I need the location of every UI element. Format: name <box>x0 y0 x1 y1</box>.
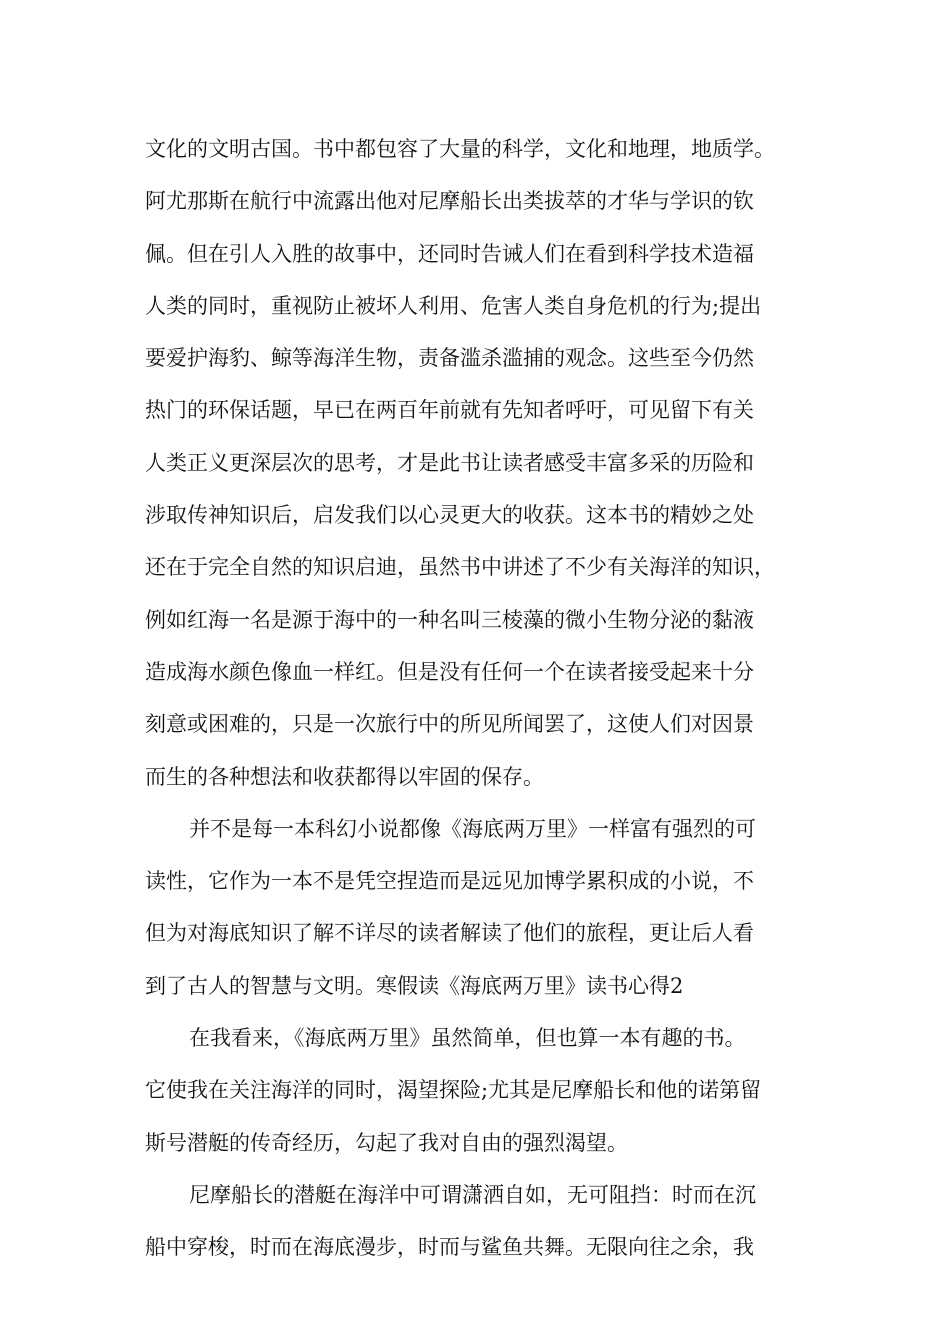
text-line: 到了古人的智慧与文明。寒假读《海底两万里》读书心得2 <box>145 973 684 998</box>
text-line: 阿尤那斯在航行中流露出他对尼摩船长出类拔萃的才华与学识的钦 <box>145 189 754 214</box>
text-line: 刻意或困难的，只是一次旅行中的所见所闻罢了，这使人们对因景 <box>145 712 754 737</box>
text-line: 但为对海底知识了解不详尽的读者解读了他们的旅程，更让后人看 <box>145 921 754 946</box>
text-line: 例如红海一名是源于海中的一种名叫三棱藻的微小生物分泌的黏液 <box>145 607 754 632</box>
text-line: 佩。但在引人入胜的故事中，还同时告诫人们在看到科学技术造福 <box>145 241 754 266</box>
text-line: 在我看来，《海底两万里》虽然简单，但也算一本有趣的书。 <box>189 1026 746 1051</box>
body-text <box>145 128 835 1279</box>
text-line: 船中穿梭，时而在海底漫步，时而与鲨鱼共舞。无限向往之余，我 <box>145 1235 754 1260</box>
text-line: 斯号潜艇的传奇经历，勾起了我对自由的强烈渴望。 <box>145 1130 628 1155</box>
text-line: 要爱护海豹、鲸等海洋生物，责备滥杀滥捕的观念。这些至今仍然 <box>145 346 754 371</box>
text-line: 人类的同时，重视防止被坏人利用、危害人类自身危机的行为;提出 <box>145 293 762 318</box>
text-line: 尼摩船长的潜艇在海洋中可谓潇洒自如，无可阻挡：时而在沉 <box>189 1182 756 1207</box>
text-line: 还在于完全自然的知识启迪，虽然书中讲述了不少有关海洋的知识， <box>145 555 775 580</box>
text-line: 涉取传神知识后，启发我们以心灵更大的收获。这本书的精妙之处 <box>145 503 754 528</box>
text-line: 并不是每一本科幻小说都像《海底两万里》一样富有强烈的可 <box>189 816 756 841</box>
text-line: 人类正义更深层次的思考，才是此书让读者感受丰富多采的历险和 <box>145 450 754 475</box>
text-line: 而生的各种想法和收获都得以牢固的保存。 <box>145 764 544 789</box>
text-line: 热门的环保话题，早已在两百年前就有先知者呼吁，可见留下有关 <box>145 398 754 423</box>
text-line: 它使我在关注海洋的同时，渴望探险;尤其是尼摩船长和他的诺第留 <box>145 1078 762 1103</box>
text-line: 读性，它作为一本不是凭空捏造而是远见加博学累积成的小说，不 <box>145 869 754 894</box>
text-line: 造成海水颜色像血一样红。但是没有任何一个在读者接受起来十分 <box>145 659 754 684</box>
text-line: 文化的文明古国。书中都包容了大量的科学，文化和地理，地质学。 <box>145 137 775 161</box>
